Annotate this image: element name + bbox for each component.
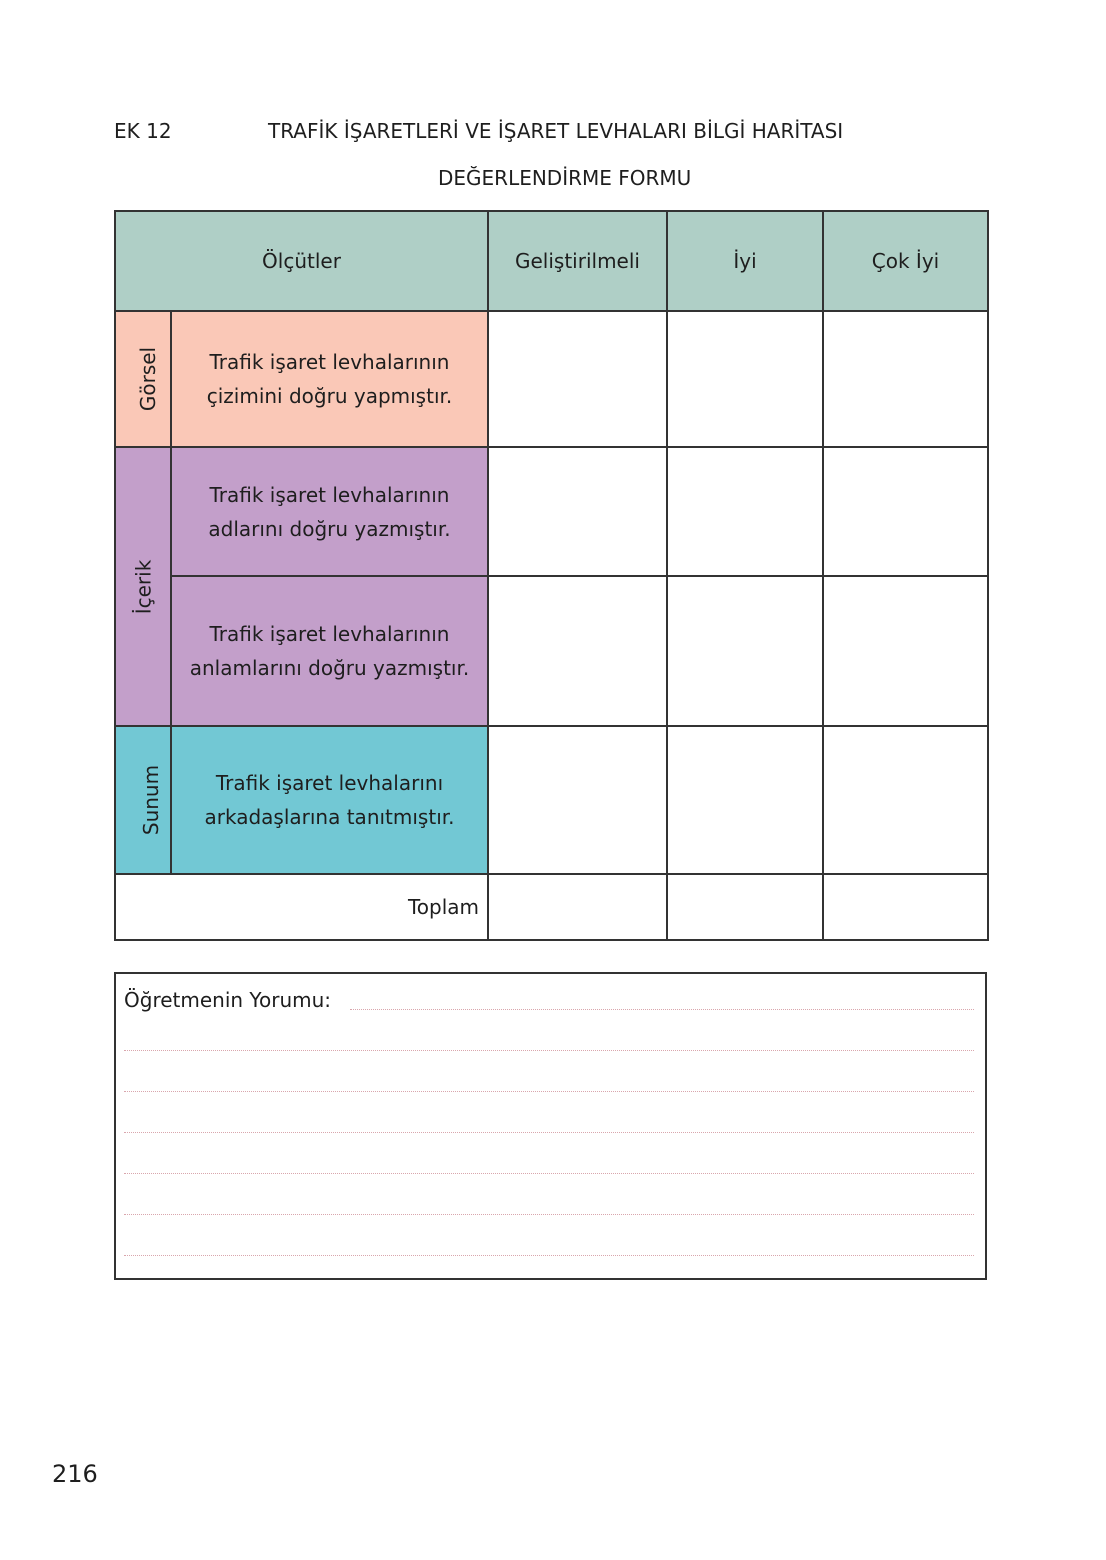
rating-cell-good[interactable]	[667, 311, 823, 447]
page-number: 216	[52, 1460, 98, 1488]
rating-cell-good[interactable]	[667, 447, 823, 576]
table-row	[115, 576, 988, 726]
column-header-very-good: Çok İyi	[823, 211, 988, 311]
criterion-text-line: arkadaşlarına tanıtmıştır.	[204, 805, 455, 829]
column-header-good: İyi	[667, 211, 823, 311]
total-row	[115, 874, 988, 940]
total-label: Toplam	[115, 874, 488, 940]
comment-dotted-line	[124, 1132, 974, 1133]
category-visual	[115, 311, 171, 447]
criterion-drawing	[171, 311, 488, 447]
criterion-introduce	[171, 726, 488, 874]
criterion-text-line: Trafik işaret levhalarının	[209, 622, 450, 646]
teacher-comment-label: Öğretmenin Yorumu:	[124, 988, 332, 1012]
table-row	[115, 447, 988, 576]
evaluation-rubric-table	[114, 210, 989, 941]
category-label-content: İçerik	[131, 559, 156, 614]
table-row	[115, 311, 988, 447]
form-title-line-2: DEĞERLENDİRME FORMU	[438, 166, 692, 190]
category-presentation	[115, 726, 171, 874]
column-header-needs-improvement: Geliştirilmeli	[488, 211, 667, 311]
column-header-criteria: Ölçütler	[115, 211, 488, 311]
comment-dotted-line	[124, 1214, 974, 1215]
comment-dotted-line	[124, 1255, 974, 1256]
rating-cell-good[interactable]	[667, 576, 823, 726]
criterion-text-line: Trafik işaret levhalarının	[209, 350, 450, 374]
comment-dotted-line	[124, 1050, 974, 1051]
rating-cell-very-good[interactable]	[823, 447, 988, 576]
rating-cell-needs-improvement[interactable]	[488, 576, 667, 726]
rating-cell-very-good[interactable]	[823, 726, 988, 874]
table-row	[115, 726, 988, 874]
comment-dotted-line	[350, 1009, 974, 1010]
rating-cell-needs-improvement[interactable]	[488, 311, 667, 447]
total-cell-good[interactable]	[667, 874, 823, 940]
rating-cell-needs-improvement[interactable]	[488, 726, 667, 874]
category-content	[115, 447, 171, 726]
total-cell-needs-improvement[interactable]	[488, 874, 667, 940]
total-cell-very-good[interactable]	[823, 874, 988, 940]
criterion-text-line: adlarını doğru yazmıştır.	[208, 516, 451, 541]
criterion-meanings	[171, 576, 488, 726]
rating-cell-good[interactable]	[667, 726, 823, 874]
teacher-comment-box[interactable]	[114, 972, 987, 1280]
criterion-text-line: Trafik işaret levhalarını	[215, 771, 444, 795]
category-label-visual: Görsel	[136, 346, 161, 412]
criterion-text-line: anlamlarını doğru yazmıştır.	[189, 656, 470, 680]
rating-cell-needs-improvement[interactable]	[488, 447, 667, 576]
comment-dotted-line	[124, 1091, 974, 1092]
table-header-row	[115, 211, 988, 311]
comment-dotted-line	[124, 1173, 974, 1174]
appendix-label: EK 12	[114, 119, 172, 143]
criterion-names	[171, 447, 488, 576]
rating-cell-very-good[interactable]	[823, 576, 988, 726]
category-label-presentation: Sunum	[139, 764, 164, 836]
form-title-line-1: TRAFİK İŞARETLERİ VE İŞARET LEVHALARI BİLGİ HARİTASI	[268, 119, 844, 143]
rating-cell-very-good[interactable]	[823, 311, 988, 447]
criterion-text-line: Trafik işaret levhalarının	[209, 482, 450, 507]
criterion-text-line: çizimini doğru yapmıştır.	[206, 384, 453, 408]
